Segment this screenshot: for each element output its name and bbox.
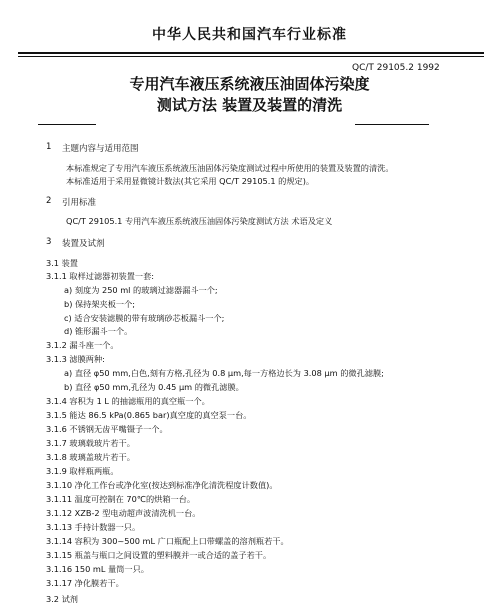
section-title: 装置及试剂: [62, 239, 105, 249]
body-text: 3.1.14 容积为 300~500 mL 广口瓶配上口带螺盖的溶剂瓶若干。: [46, 536, 289, 546]
body-text: 3.1.5 能达 86.5 kPa(0.865 bar)真空度的真空泵一台。: [46, 410, 252, 420]
divider-right: [355, 124, 429, 125]
body-text: 3.1.11 温度可控制在 70℃的烘箱一台。: [46, 494, 196, 504]
body-text: 3.1.2 漏斗座一个。: [46, 340, 119, 350]
body-text: 3.1.9 取样瓶两瓶。: [46, 466, 119, 476]
body-text: 3.1.1 取样过滤器初装置一套:: [46, 271, 155, 281]
body-text: c) 适合安装滤膜的带有玻璃砂芯板漏斗一个;: [64, 313, 225, 323]
standard-number: QC/T 29105.2 1992: [352, 63, 440, 73]
section-number: 2: [46, 196, 52, 206]
section-title: 引用标准: [62, 198, 97, 208]
section-number: 1: [46, 142, 52, 152]
body-text: QC/T 29105.1 专用汽车液压系统液压油固体污染度测试方法 术语及定义: [66, 216, 333, 226]
body-text: d) 锥形漏斗一个。: [64, 326, 133, 336]
section-number: 3: [46, 237, 52, 247]
body-text: 3.1.17 净化膜若干。: [46, 578, 124, 588]
body-text: 3.1.13 手持计数器一只。: [46, 522, 141, 532]
body-text: 3.1.16 150 mL 量筒一只。: [46, 564, 149, 574]
body-text: 3.1.6 不锈钢无齿平嘴镊子一个。: [46, 424, 168, 434]
body-text: a) 刻度为 250 ml 的玻璃过滤器漏斗一个;: [64, 285, 218, 295]
body-text: 本标准规定了专用汽车液压系统液压油固体污染度测试过程中所使用的装置及装置的清洗。: [66, 163, 394, 173]
doc-title-line1: 专用汽车液压系统液压油固体污染度: [129, 75, 370, 93]
divider-left: [38, 124, 96, 125]
subsection-heading: 3.1 装置: [46, 258, 78, 268]
standard-header: 中华人民共和国汽车行业标准: [152, 27, 347, 43]
doc-title-line2: 测试方法 装置及装置的清洗: [156, 96, 343, 114]
header-rule-thin: [18, 56, 484, 57]
section-title: 主题内容与适用范围: [62, 144, 139, 154]
body-text: 3.1.10 净化工作台或净化室(按达到标准净化清洗程度计数值)。: [46, 480, 278, 490]
body-text: 3.1.4 容积为 1 L 的抽滤瓶用的真空瓶一个。: [46, 396, 210, 406]
body-text: 3.1.3 滤膜两种:: [46, 354, 105, 364]
body-text: 3.1.12 XZB-2 型电动超声波清洗机一台。: [46, 508, 201, 518]
body-text: 本标准适用于采用显微镜计数法(其它采用 QC/T 29105.1 的规定)。: [66, 176, 315, 186]
subsection-heading: 3.2 试剂: [46, 594, 78, 604]
header-rule-thick: [18, 52, 484, 54]
body-text: b) 直径 φ50 mm,孔径为 0.45 μm 的微孔滤膜。: [64, 382, 244, 392]
body-text: 3.1.7 玻璃载玻片若干。: [46, 438, 135, 448]
body-text: 3.1.8 玻璃盖玻片若干。: [46, 452, 135, 462]
body-text: b) 保持架夹板一个;: [64, 299, 136, 309]
body-text: 3.1.15 瓶盖与瓶口之间设置的塑料膜并一或合适的盖子若干。: [46, 550, 272, 560]
body-text: a) 直径 φ50 mm,白色,刻有方格,孔径为 0.8 μm,每一方格边长为 3.08 μm 的微孔滤膜;: [64, 368, 384, 378]
